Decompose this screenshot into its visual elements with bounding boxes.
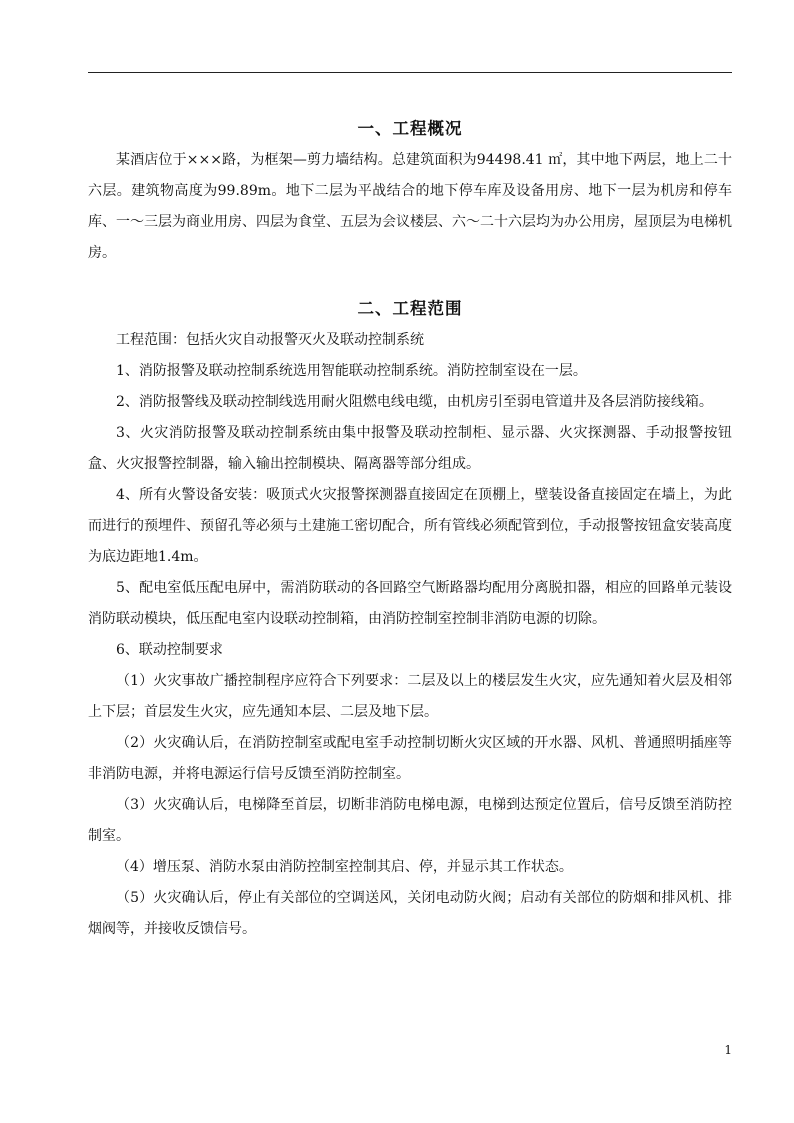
document-body xyxy=(88,113,732,945)
sub-item-5-paragraph: （5）火灾确认后，停止有关部位的空调送风，关闭电动防火阀；启动有关部位的防烟和排风机、排烟阀等，并接收反馈信号。 xyxy=(88,890,732,937)
item-2-paragraph: 2、消防报警线及联动控制线选用耐火阻燃电线电缆，由机房引至弱电管道井及各层消防接线箱。 xyxy=(116,394,713,410)
item-1-paragraph: 1、消防报警及联动控制系统选用智能联动控制系统。消防控制室设在一层。 xyxy=(116,363,587,379)
section-1-title: 一、工程概况 xyxy=(357,119,463,138)
sub-item-3-paragraph: （3）火灾确认后，电梯降至首层，切断非消防电梯电源，电梯到达预定位置后，信号反馈至消防控制室。 xyxy=(88,797,732,844)
sub-item-4-paragraph: （4）增压泵、消防水泵由消防控制室控制其启、停，并显示其工作状态。 xyxy=(116,859,573,875)
item-6-heading: 6、联动控制要求 xyxy=(116,642,223,658)
header-rule xyxy=(88,72,732,73)
sub-item-1-paragraph: （1）火灾事故广播控制程序应符合下列要求：二层及以上的楼层发生火灾，应先通知着火层及相邻上下层；首层发生火灾，应先通知本层、二层及地下层。 xyxy=(88,673,732,720)
scope-paragraph: 工程范围：包括火灾自动报警灭火及联动控制系统 xyxy=(116,332,424,348)
section-2-title: 二、工程范围 xyxy=(357,299,463,318)
item-3-paragraph: 3、火灾消防报警及联动控制系统由集中报警及联动控制柜、显示器、火灾探测器、手动报警按钮盒、火灾报警控制器，输入输出控制模块、隔离器等部分组成。 xyxy=(88,425,732,472)
sub-item-2-paragraph: （2）火灾确认后，在消防控制室或配电室手动控制切断火灾区域的开水器、风机、普通照明插座等非消防电源，并将电源运行信号反馈至消防控制室。 xyxy=(88,735,732,782)
section-1-paragraph: 某酒店位于×××路，为框架—剪力墙结构。总建筑面积为94498.41 ㎡，其中地下两层，地上二十六层。建筑物高度为99.89m。地下二层为平战结合的地下停车库及设备用房、地下一层为机房和停车库、一～三层为商业用房、四层为食堂、五层为会议楼层、六～二十六层均为办公用房，屋顶层为电梯机房。 xyxy=(88,152,732,261)
item-5-paragraph: 5、配电室低压配电屏中，需消防联动的各回路空气断路器均配用分离脱扣器，相应的回路单元装设消防联动模块，低压配电室内设联动控制箱，由消防控制室控制非消防电源的切除。 xyxy=(88,580,732,627)
page-number: 1 xyxy=(724,1043,732,1057)
item-4-paragraph: 4、所有火警设备安装：吸顶式火灾报警探测器直接固定在顶棚上，壁装设备直接固定在墙上，为此而进行的预埋件、预留孔等必须与土建施工密切配合，所有管线必须配管到位，手动报警按钮盒安装高度为底边距地1.4m。 xyxy=(88,487,732,565)
